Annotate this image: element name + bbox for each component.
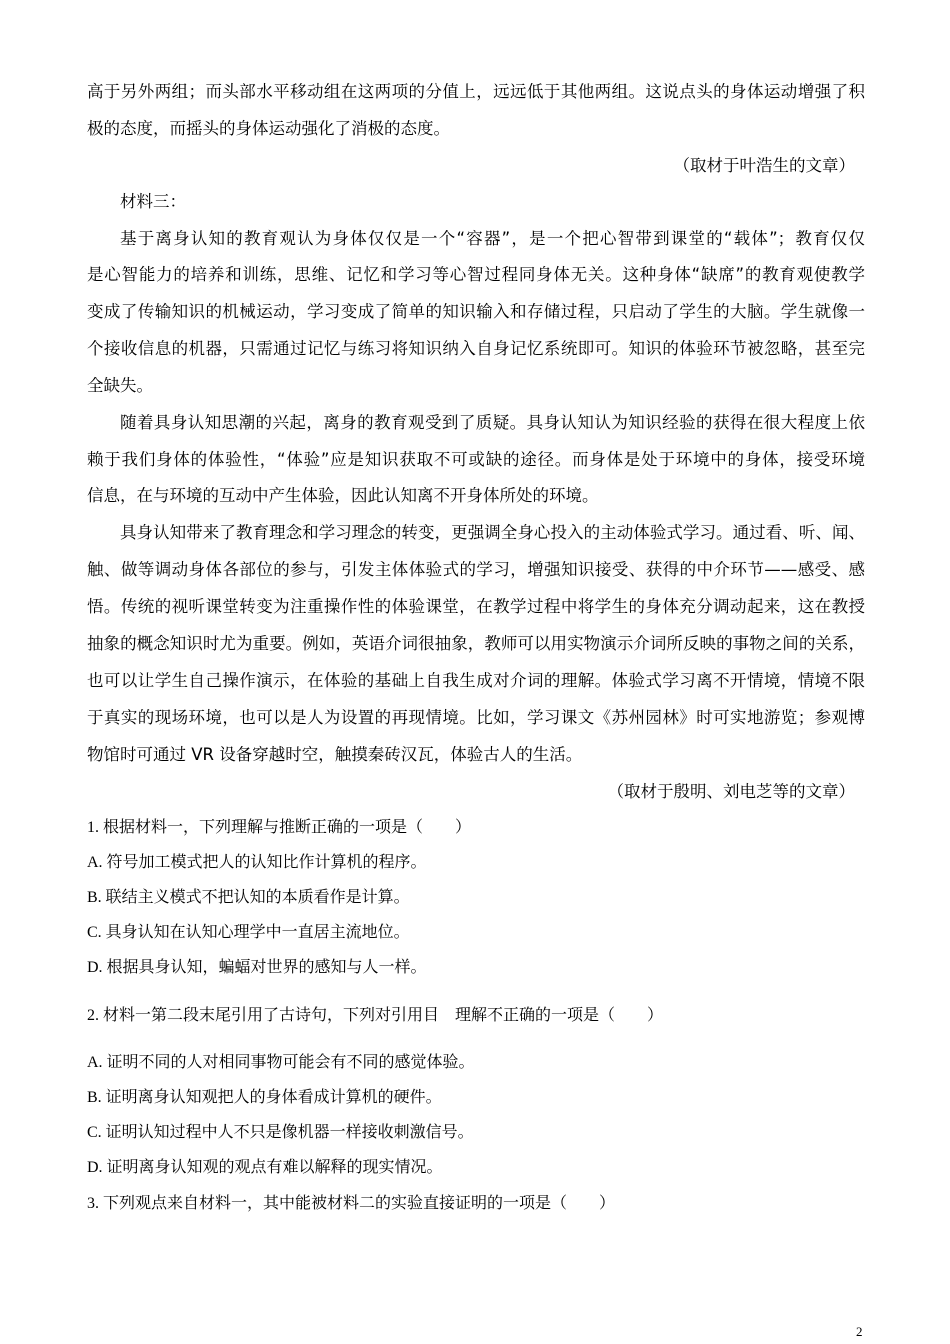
answer-option: A. 符号加工模式把人的认知比作计算机的程序。 xyxy=(87,854,427,871)
paragraph-line: 具身认知带来了教育理念和学习理念的转变，更强调全身心投入的主动体验式学习。通过看、听、闻、 xyxy=(120,523,865,542)
answer-option: B. 证明离身认知观把人的身体看成计算机的硬件。 xyxy=(87,1089,442,1106)
page-number: 2 xyxy=(856,1324,863,1339)
answer-option: D. 证明离身认知观的观点有难以解释的现实情况。 xyxy=(87,1159,443,1176)
paragraph-line: 随着具身认知思潮的兴起，离身的教育观受到了质疑。具身认知认为知识经验的获得在很大程度上依 xyxy=(120,413,865,432)
paragraph-line: 是心智能力的培养和训练，思维、记忆和学习等心智过程同身体无关。这种身体“缺席”的教育观使教学 xyxy=(87,265,865,284)
paragraph-line: 信息，在与环境的互动中产生体验，因此认知离不开身体所处的环境。 xyxy=(87,486,599,505)
answer-option: D. 根据具身认知，蝙蝠对世界的感知与人一样。 xyxy=(87,959,427,976)
paragraph-line: 变成了传输知识的机械运动，学习变成了简单的知识输入和存储过程，只启动了学生的大脑。学生就像一 xyxy=(87,302,865,321)
paragraph-line: 物馆时可通过 VR 设备穿越时空，触摸秦砖汉瓦，体验古人的生活。 xyxy=(87,745,583,764)
paragraph-line: 抽象的概念知识时尤为重要。例如，英语介词很抽象，教师可以用实物演示介词所反映的事物之间的关系， xyxy=(87,634,865,653)
paragraph-line: 基于离身认知的教育观认为身体仅仅是一个“容器”，是一个把心智带到课堂的“载体”；教育仅仅 xyxy=(120,229,865,248)
answer-option: B. 联结主义模式不把认知的本质看作是计算。 xyxy=(87,889,410,906)
paragraph-line: 于真实的现场环境，也可以是人为设置的再现情境。比如，学习课文《苏州园林》时可实地游览；参观博 xyxy=(87,708,865,727)
answer-option: A. 证明不同的人对相同事物可能会有不同的感觉体验。 xyxy=(87,1054,475,1071)
question-stem: 2. 材料一第二段末尾引用了古诗句，下列对引用目 理解不正确的一项是（ ） xyxy=(87,1007,664,1024)
answer-option: C. 具身认知在认知心理学中一直居主流地位。 xyxy=(87,924,410,941)
question-stem: 3. 下列观点来自材料一，其中能被材料二的实验直接证明的一项是（ ） xyxy=(87,1195,616,1212)
paragraph-line: 赖于我们身体的体验性，“体验”应是知识获取不可或缺的途径。而身体是处于环境中的身体，接受环境 xyxy=(87,450,865,469)
paragraph-line: 也可以让学生自己操作演示，在体验的基础上自我生成对介词的理解。体验式学习离不开情境，情境不限 xyxy=(87,671,865,690)
paragraph-line: 触、做等调动身体各部位的参与，引发主体体验式的学习，增强知识接受、获得的中介环节——感受、感 xyxy=(87,560,865,579)
question-stem: 1. 根据材料一，下列理解与推断正确的一项是（ ） xyxy=(87,819,472,836)
paragraph-line: 极的态度，而摇头的身体运动强化了消极的态度。 xyxy=(87,119,450,138)
paragraph-line: 悟。传统的视听课堂转变为注重操作性的体验课堂，在教学过程中将学生的身体充分调动起来，这在教授 xyxy=(87,597,865,616)
answer-option: C. 证明认知过程中人不只是像机器一样接收刺激信号。 xyxy=(87,1124,474,1141)
source-citation: （取材于叶浩生的文章） xyxy=(673,156,855,175)
paragraph-line: 全缺失。 xyxy=(87,376,153,395)
section-heading: 材料三： xyxy=(120,192,186,211)
paragraph-line: 高于另外两组；而头部水平移动组在这两项的分值上，远远低于其他两组。这说点头的身体运动增强了积 xyxy=(87,82,865,101)
paragraph-line: 个接收信息的机器，只需通过记忆与练习将知识纳入自身记忆系统即可。知识的体验环节被忽略，甚至完 xyxy=(87,339,865,358)
source-citation: （取材于殷明、刘电芝等的文章） xyxy=(607,782,855,801)
